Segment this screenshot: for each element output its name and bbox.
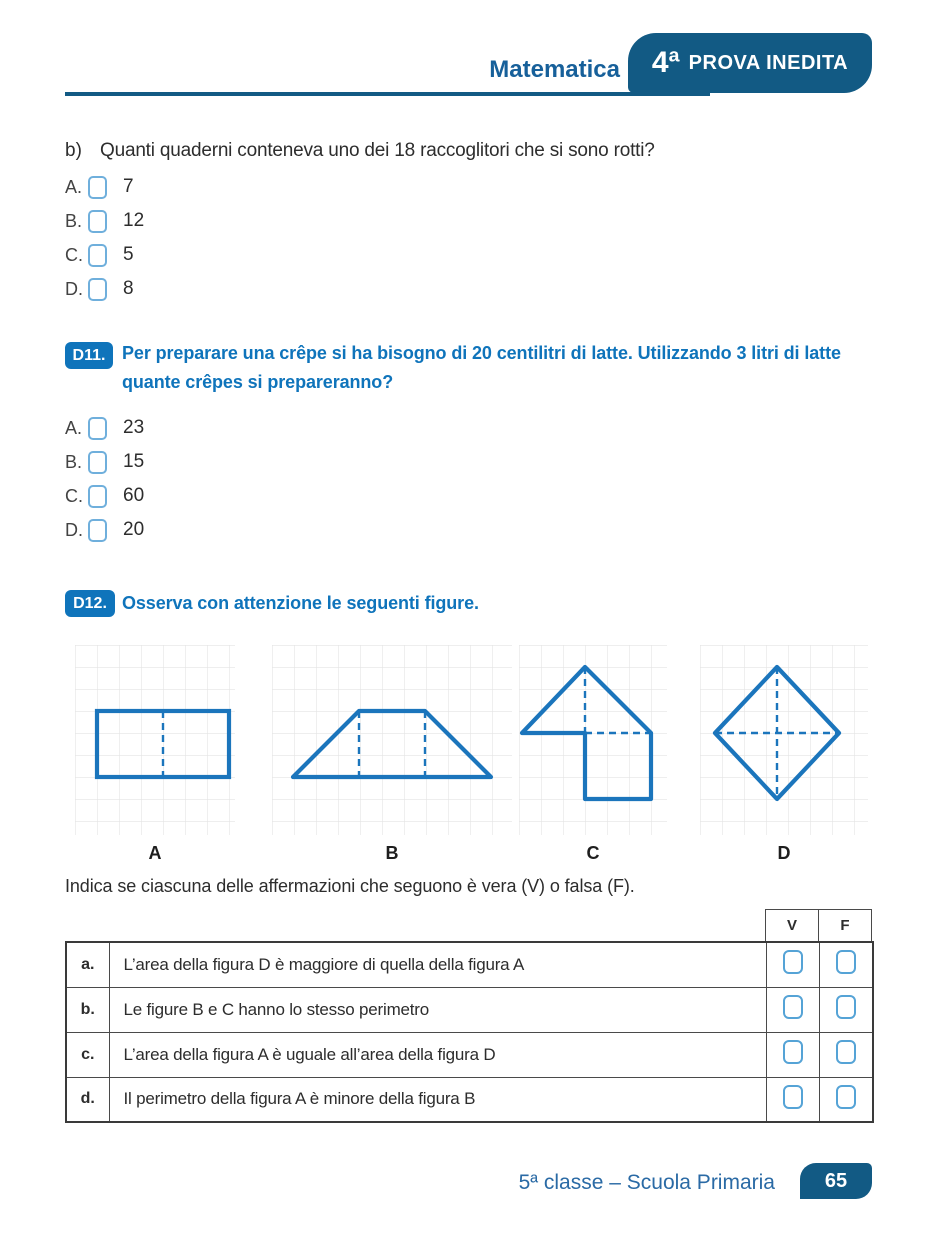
vf-checkbox-false[interactable] — [836, 950, 856, 974]
vf-cell-false — [820, 987, 874, 1032]
vf-cell-false — [820, 1077, 874, 1122]
vf-checkbox-true[interactable] — [783, 1085, 803, 1109]
option-letter: B. — [65, 210, 83, 231]
header-rule — [65, 92, 710, 96]
option-row — [65, 175, 134, 199]
option-row — [65, 416, 144, 440]
prova-badge-label: PROVA INEDITA — [688, 51, 849, 74]
option-letter: A. — [65, 176, 83, 197]
row-label: d. — [66, 1077, 109, 1122]
option-letter: C. — [65, 244, 83, 265]
figure-b-canvas — [272, 645, 512, 835]
row-label: a. — [66, 942, 109, 987]
option-row — [65, 484, 144, 508]
figure-a-label: A — [148, 843, 162, 863]
option-row — [65, 450, 144, 474]
option-checkbox[interactable] — [88, 519, 107, 542]
option-value: 12 — [123, 210, 145, 231]
vf-cell-true — [766, 987, 820, 1032]
question-d11-text: Per preparare una crêpe si ha bisogno di 20 centilitri di latte. Utilizzando 3 litri di latte quante crêpes si prepareranno? — [122, 343, 841, 392]
option-row — [65, 209, 144, 233]
page-number-badge: 65 — [800, 1163, 872, 1199]
figure-a-canvas — [75, 645, 235, 835]
figure-b-label: B — [385, 843, 399, 863]
option-value: 8 — [123, 278, 134, 299]
vf-checkbox-true[interactable] — [783, 1040, 803, 1064]
option-row — [65, 243, 134, 267]
table-row — [66, 987, 873, 1032]
vf-cell-true — [766, 1077, 820, 1122]
option-checkbox[interactable] — [88, 417, 107, 440]
option-value: 7 — [123, 176, 134, 197]
figure-c-canvas — [519, 645, 667, 835]
option-letter: D. — [65, 519, 83, 540]
true-false-instruction: Indica se ciascuna delle affermazioni che seguono è vera (V) o falsa (F). — [65, 876, 635, 896]
figure-c-label: C — [586, 843, 600, 863]
option-value: 60 — [123, 485, 145, 506]
true-false-table — [65, 941, 874, 1123]
option-checkbox[interactable] — [88, 485, 107, 508]
row-statement: Il perimetro della figura A è minore della figura B — [109, 1077, 766, 1122]
question-b-label: b) — [65, 140, 82, 161]
row-label: b. — [66, 987, 109, 1032]
row-statement: L’area della figura D è maggiore di quella della figura A — [109, 942, 766, 987]
option-letter: D. — [65, 278, 83, 299]
vf-checkbox-false[interactable] — [836, 1085, 856, 1109]
footer-class-label: 5ª classe – Scuola Primaria — [518, 1171, 775, 1194]
subject-title: Matematica — [489, 56, 620, 83]
table-row — [66, 1032, 873, 1077]
question-b-text: Quanti quaderni conteneva uno dei 18 raccoglitori che si sono rotti? — [100, 140, 655, 161]
vf-checkbox-true[interactable] — [783, 995, 803, 1019]
prova-badge-number: 4ª — [651, 46, 680, 79]
figure-d-canvas — [700, 645, 868, 835]
question-d12-badge: D12. — [65, 590, 115, 617]
vf-cell-true — [766, 1032, 820, 1077]
row-label: c. — [66, 1032, 109, 1077]
vf-cell-false — [820, 1032, 874, 1077]
option-value: 23 — [123, 417, 145, 438]
prova-badge — [628, 33, 872, 93]
table-row — [66, 1077, 873, 1122]
option-checkbox[interactable] — [88, 176, 107, 199]
option-checkbox[interactable] — [88, 278, 107, 301]
option-value: 15 — [123, 451, 145, 472]
option-value: 5 — [123, 244, 134, 265]
row-statement: L’area della figura A è uguale all’area della figura D — [109, 1032, 766, 1077]
option-checkbox[interactable] — [88, 210, 107, 233]
vf-cell-false — [820, 942, 874, 987]
option-row — [65, 518, 144, 542]
question-d11-badge: D11. — [65, 342, 113, 369]
question-d12-text: Osserva con attenzione le seguenti figure. — [122, 593, 479, 613]
option-value: 20 — [123, 519, 145, 540]
vf-header-true: V — [765, 909, 819, 942]
vf-checkbox-false[interactable] — [836, 1040, 856, 1064]
option-checkbox[interactable] — [88, 451, 107, 474]
vf-checkbox-true[interactable] — [783, 950, 803, 974]
table-row — [66, 942, 873, 987]
vf-cell-true — [766, 942, 820, 987]
vf-checkbox-false[interactable] — [836, 995, 856, 1019]
figure-d-label: D — [777, 843, 791, 863]
vf-header — [765, 909, 872, 942]
row-statement: Le figure B e C hanno lo stesso perimetro — [109, 987, 766, 1032]
option-checkbox[interactable] — [88, 244, 107, 267]
option-letter: C. — [65, 485, 83, 506]
option-letter: B. — [65, 451, 83, 472]
option-row — [65, 277, 134, 301]
vf-header-false: F — [819, 909, 872, 942]
option-letter: A. — [65, 417, 83, 438]
